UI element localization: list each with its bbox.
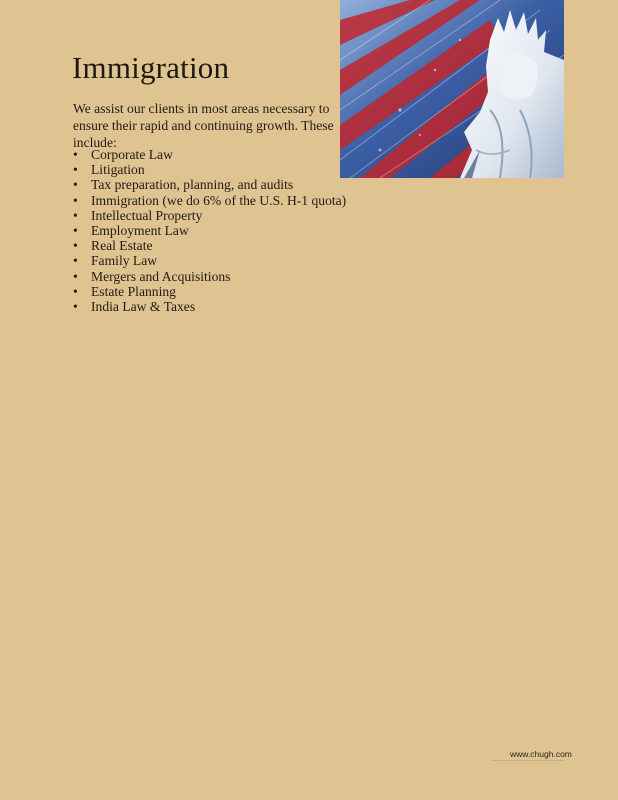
bullet-icon: • — [73, 207, 78, 223]
bullet-icon: • — [73, 283, 78, 299]
service-label: Estate Planning — [91, 283, 176, 299]
service-label: Mergers and Acquisitions — [91, 268, 231, 284]
service-label: Family Law — [91, 253, 158, 269]
service-label: Corporate Law — [91, 147, 173, 162]
bullet-icon: • — [73, 147, 78, 162]
list-item — [73, 177, 343, 192]
bullet-icon: • — [73, 162, 78, 178]
list-item — [73, 253, 343, 268]
list-item — [73, 284, 343, 299]
list-item — [73, 223, 343, 238]
service-label: Employment Law — [91, 223, 189, 239]
list-item — [73, 299, 343, 314]
service-label: Litigation — [91, 162, 145, 178]
services-list — [73, 147, 347, 315]
service-label: Intellectual Property — [91, 207, 203, 223]
service-label: Immigration (we do 6% of the U.S. H-1 quota) — [91, 192, 347, 208]
bullet-icon: • — [73, 253, 78, 269]
service-label: India Law & Taxes — [91, 299, 196, 315]
bullet-icon: • — [73, 238, 78, 254]
list-item — [73, 192, 347, 208]
footer-divider — [492, 760, 564, 761]
list-item — [73, 269, 343, 284]
list-item — [73, 238, 343, 253]
statue-of-liberty-image — [340, 0, 564, 178]
list-item — [73, 147, 343, 162]
bullet-icon: • — [73, 299, 78, 315]
footer-website-url: www.chugh.com — [510, 749, 572, 759]
list-item — [73, 162, 343, 177]
service-label: Real Estate — [91, 238, 153, 254]
service-label: Tax preparation, planning, and audits — [91, 177, 294, 193]
list-item — [73, 208, 343, 223]
intro-paragraph: We assist our clients in most areas necessary to ensure their rapid and continuing growth. These include: — [73, 101, 334, 150]
bullet-icon: • — [73, 192, 78, 208]
bullet-icon: • — [73, 268, 78, 284]
page-title: Immigration — [72, 50, 230, 85]
bullet-icon: • — [73, 177, 78, 193]
bullet-icon: • — [73, 223, 78, 239]
